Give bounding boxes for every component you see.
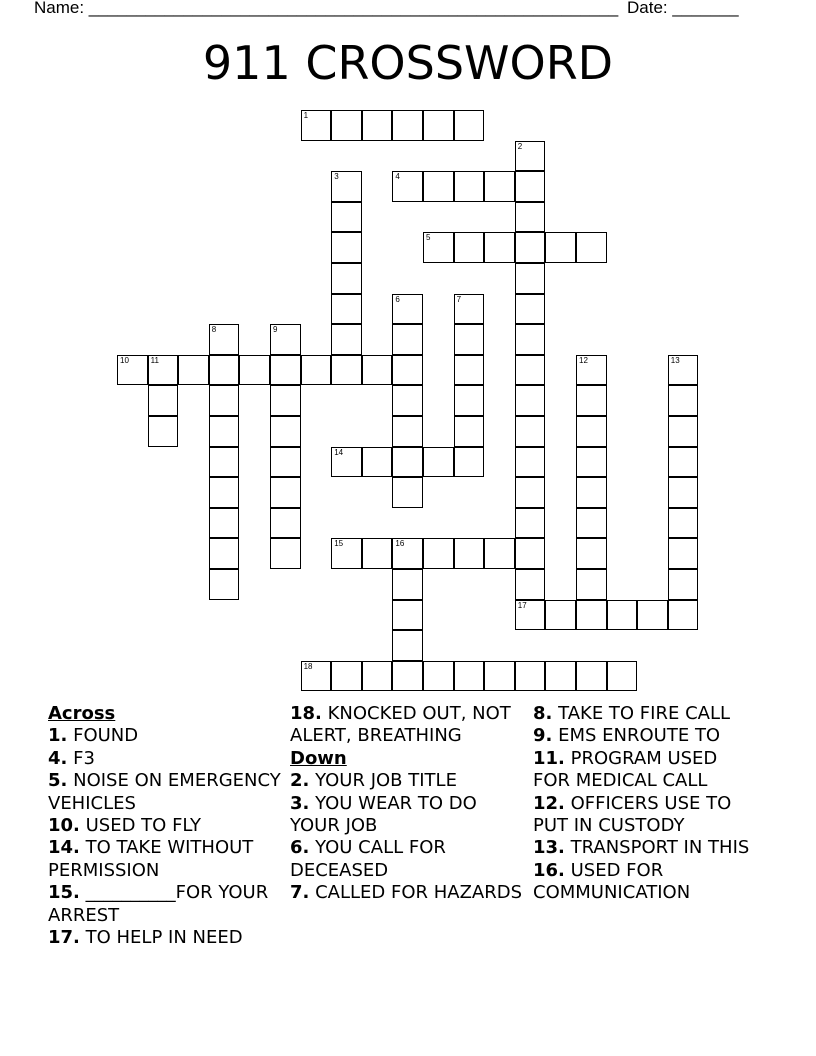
grid-cell[interactable] [270,355,301,386]
clue-number: 6 [395,294,400,304]
grid-cell[interactable] [515,202,546,233]
clue-num: 3. [290,792,310,814]
grid-cell[interactable] [515,171,546,202]
clue-text: OFFICERS USE TO PUT IN CUSTODY [533,792,732,837]
grid-cell[interactable] [148,416,179,447]
grid-cell[interactable] [209,416,240,447]
across-heading: Across [48,703,116,724]
clue-number: 7 [456,294,462,304]
clue-number: 1 [303,111,309,120]
grid-cell[interactable] [668,447,699,478]
grid-cell[interactable] [178,355,209,386]
grid-cell[interactable] [331,232,362,263]
clue-num: 6. [290,837,310,859]
grid-cell[interactable] [454,447,485,478]
grid-cell[interactable] [484,538,515,569]
grid-cell[interactable] [515,263,546,294]
down-clue [290,793,526,838]
grid-cell[interactable] [454,416,485,447]
grid-cell[interactable] [668,385,699,416]
clue-number: 14 [334,447,344,457]
grid-cell[interactable] [392,355,423,386]
grid-cell[interactable] [515,600,546,631]
clue-number: 8 [211,325,217,335]
grid-cell[interactable] [423,661,454,692]
grid-cell[interactable] [331,661,362,692]
clue-text: FOUND [73,725,139,747]
grid-cell[interactable] [331,110,362,141]
clue-number: 17 [517,600,527,610]
down-clue [533,793,758,838]
across-clue [48,837,283,882]
grid-cell[interactable] [454,110,485,141]
clue-num: 11. [533,747,565,769]
grid-cell[interactable] [392,110,423,141]
clue-num: 7. [290,882,310,904]
clue-num: 5. [48,770,68,792]
grid-cell[interactable] [392,538,423,569]
clue-text: TAKE TO FIRE CALL [558,703,731,724]
clue-num: 18. [290,703,322,724]
clue-number: 18 [303,661,313,671]
grid-cell[interactable] [270,508,301,539]
grid-cell[interactable] [668,477,699,508]
grid-cell[interactable] [515,416,546,447]
down-clue [533,703,758,725]
grid-cell[interactable] [392,447,423,478]
grid-cell[interactable] [209,355,240,386]
clue-num: 9. [533,725,553,747]
grid-cell[interactable] [607,600,638,631]
clue-column-3 [533,703,758,905]
clue-number: 10 [120,355,129,365]
grid-cell[interactable] [209,324,240,355]
grid-cell[interactable] [515,477,546,508]
grid-cell[interactable] [515,508,546,539]
grid-cell[interactable] [454,324,485,355]
clue-num: 15. [48,882,80,904]
across-clue [48,815,283,837]
clue-number: 16 [395,539,405,549]
across-clue [48,770,283,815]
grid-cell[interactable] [637,600,668,631]
grid-cell[interactable] [362,355,393,386]
grid-cell[interactable] [392,324,423,355]
grid-cell[interactable] [545,232,576,263]
grid-cell[interactable] [515,324,546,355]
down-clue [290,837,526,882]
clue-number: 11 [150,355,159,365]
clue-text: TO TAKE WITHOUT PERMISSION [48,837,254,881]
grid-cell[interactable] [576,447,607,478]
grid-cell[interactable] [392,600,423,631]
grid-cell[interactable] [423,110,454,141]
grid-cell[interactable] [331,263,362,294]
grid-cell[interactable] [331,355,362,386]
grid-cell[interactable] [515,385,546,416]
grid-cell[interactable] [515,569,546,600]
clue-number: 13 [670,355,680,365]
clue-num: 14. [48,837,80,859]
grid-cell[interactable] [392,171,423,202]
grid-cell[interactable] [454,171,485,202]
grid-cell[interactable] [331,294,362,325]
grid-cell[interactable] [209,385,240,416]
clue-column-1 [48,703,283,949]
grid-cell[interactable] [392,416,423,447]
grid-cell[interactable] [331,202,362,233]
down-clue [533,860,758,905]
grid-cell[interactable] [515,447,546,478]
grid-cell[interactable] [668,355,699,386]
grid-cell[interactable] [484,171,515,202]
clue-number: 12 [579,355,588,365]
clue-number: 3 [334,172,339,182]
page-title: 911 CROSSWORD [202,36,614,90]
grid-cell[interactable] [576,600,607,631]
grid-cell[interactable] [362,447,393,478]
down-heading: Down [290,747,347,769]
grid-cell[interactable] [301,110,332,141]
grid-cell[interactable] [270,324,301,355]
grid-cell[interactable] [423,538,454,569]
grid-cell[interactable] [515,661,546,692]
clue-num: 10. [48,815,80,837]
grid-cell[interactable] [545,661,576,692]
grid-cell[interactable] [270,538,301,569]
across-clue [48,748,283,770]
grid-cell[interactable] [209,447,240,478]
grid-cell[interactable] [576,508,607,539]
grid-cell[interactable] [576,661,607,692]
clue-number: 4 [395,172,400,182]
grid-cell[interactable] [209,477,240,508]
clue-number: 9 [273,325,278,335]
grid-cell[interactable] [209,538,240,569]
grid-cell[interactable] [576,477,607,508]
grid-cell[interactable] [209,508,240,539]
clue-text: YOU WEAR TO DO YOUR JOB [290,792,477,837]
grid-cell[interactable] [515,294,546,325]
clue-text: USED TO FLY [85,815,202,837]
across-clue [48,725,283,747]
grid-cell[interactable] [301,661,332,692]
grid-cell[interactable] [209,569,240,600]
down-clue [533,748,758,793]
grid-cell[interactable] [392,661,423,692]
grid-cell[interactable] [576,232,607,263]
across-clue [48,882,283,927]
grid-cell[interactable] [148,355,179,386]
grid-cell[interactable] [454,294,485,325]
grid-cell[interactable] [270,477,301,508]
clue-text: TRANSPORT IN THIS [570,837,750,859]
grid-cell[interactable] [454,661,485,692]
grid-cell[interactable] [331,171,362,202]
grid-cell[interactable] [484,232,515,263]
clue-text: YOU CALL FOR DECEASED [290,837,446,881]
grid-cell[interactable] [331,324,362,355]
grid-cell[interactable] [362,110,393,141]
grid-cell[interactable] [576,569,607,600]
grid-cell[interactable] [301,355,332,386]
grid-cell[interactable] [454,355,485,386]
grid-cell[interactable] [576,416,607,447]
grid-cell[interactable] [484,661,515,692]
grid-cell[interactable] [576,538,607,569]
grid-cell[interactable] [117,355,148,386]
grid-cell[interactable] [239,355,270,386]
clue-num: 4. [48,747,68,769]
grid-cell[interactable] [454,385,485,416]
grid-cell[interactable] [515,355,546,386]
clue-text: YOUR JOB TITLE [315,770,457,792]
grid-cell[interactable] [270,416,301,447]
clue-num: 17. [48,927,80,949]
grid-cell[interactable] [392,477,423,508]
grid-cell[interactable] [454,538,485,569]
grid-cell[interactable] [362,661,393,692]
grid-cell[interactable] [668,416,699,447]
clue-number: 15 [334,539,344,549]
clue-column-2 [290,703,526,905]
clue-text: TO HELP IN NEED [85,927,243,949]
grid-cell[interactable] [454,232,485,263]
down-clue [533,837,758,859]
down-clue [533,725,758,747]
grid-cell[interactable] [331,447,362,478]
clue-text: CALLED FOR HAZARDS [315,882,523,904]
grid-cell[interactable] [668,538,699,569]
clue-text: PROGRAM USED FOR MEDICAL CALL [533,747,718,792]
clue-number: 2 [517,141,523,151]
across-clue [290,703,526,748]
name-field[interactable]: Name: ________________________________________________________ [34,0,619,17]
grid-cell[interactable] [576,355,607,386]
across-clue [48,927,283,949]
clue-number: 5 [426,233,431,243]
grid-cell[interactable] [668,508,699,539]
grid-cell[interactable] [392,385,423,416]
grid-cell[interactable] [392,569,423,600]
grid-cell[interactable] [545,600,576,631]
date-field[interactable]: Date: _______ [627,0,739,17]
grid-cell[interactable] [148,385,179,416]
grid-cell[interactable] [668,569,699,600]
clue-text: EMS ENROUTE TO [558,725,721,747]
clue-num: 1. [48,725,68,747]
grid-cell[interactable] [515,232,546,263]
down-clue [290,770,526,792]
down-clue [290,882,526,904]
clue-num: 13. [533,837,565,859]
clue-text: KNOCKED OUT, NOT ALERT, BREATHING [290,703,511,747]
grid-cell[interactable] [362,538,393,569]
grid-cell[interactable] [423,171,454,202]
grid-cell[interactable] [515,538,546,569]
grid-cell[interactable] [668,600,699,631]
clue-num: 8. [533,703,553,724]
grid-cell[interactable] [392,630,423,661]
clue-text: NOISE ON EMERGENCY VEHICLES [48,770,281,814]
clue-text: F3 [73,747,95,769]
grid-cell[interactable] [331,538,362,569]
grid-cell[interactable] [270,385,301,416]
grid-cell[interactable] [423,447,454,478]
grid-cell[interactable] [607,661,638,692]
grid-cell[interactable] [515,141,546,172]
clue-num: 16. [533,859,565,881]
grid-cell[interactable] [270,447,301,478]
clue-text: __________FOR YOUR ARREST [48,882,269,926]
grid-cell[interactable] [392,294,423,325]
grid-cell[interactable] [576,385,607,416]
clue-text: USED FOR COMMUNICATION [533,859,691,904]
clue-num: 2. [290,770,310,792]
grid-cell[interactable] [423,232,454,263]
clue-num: 12. [533,792,565,814]
